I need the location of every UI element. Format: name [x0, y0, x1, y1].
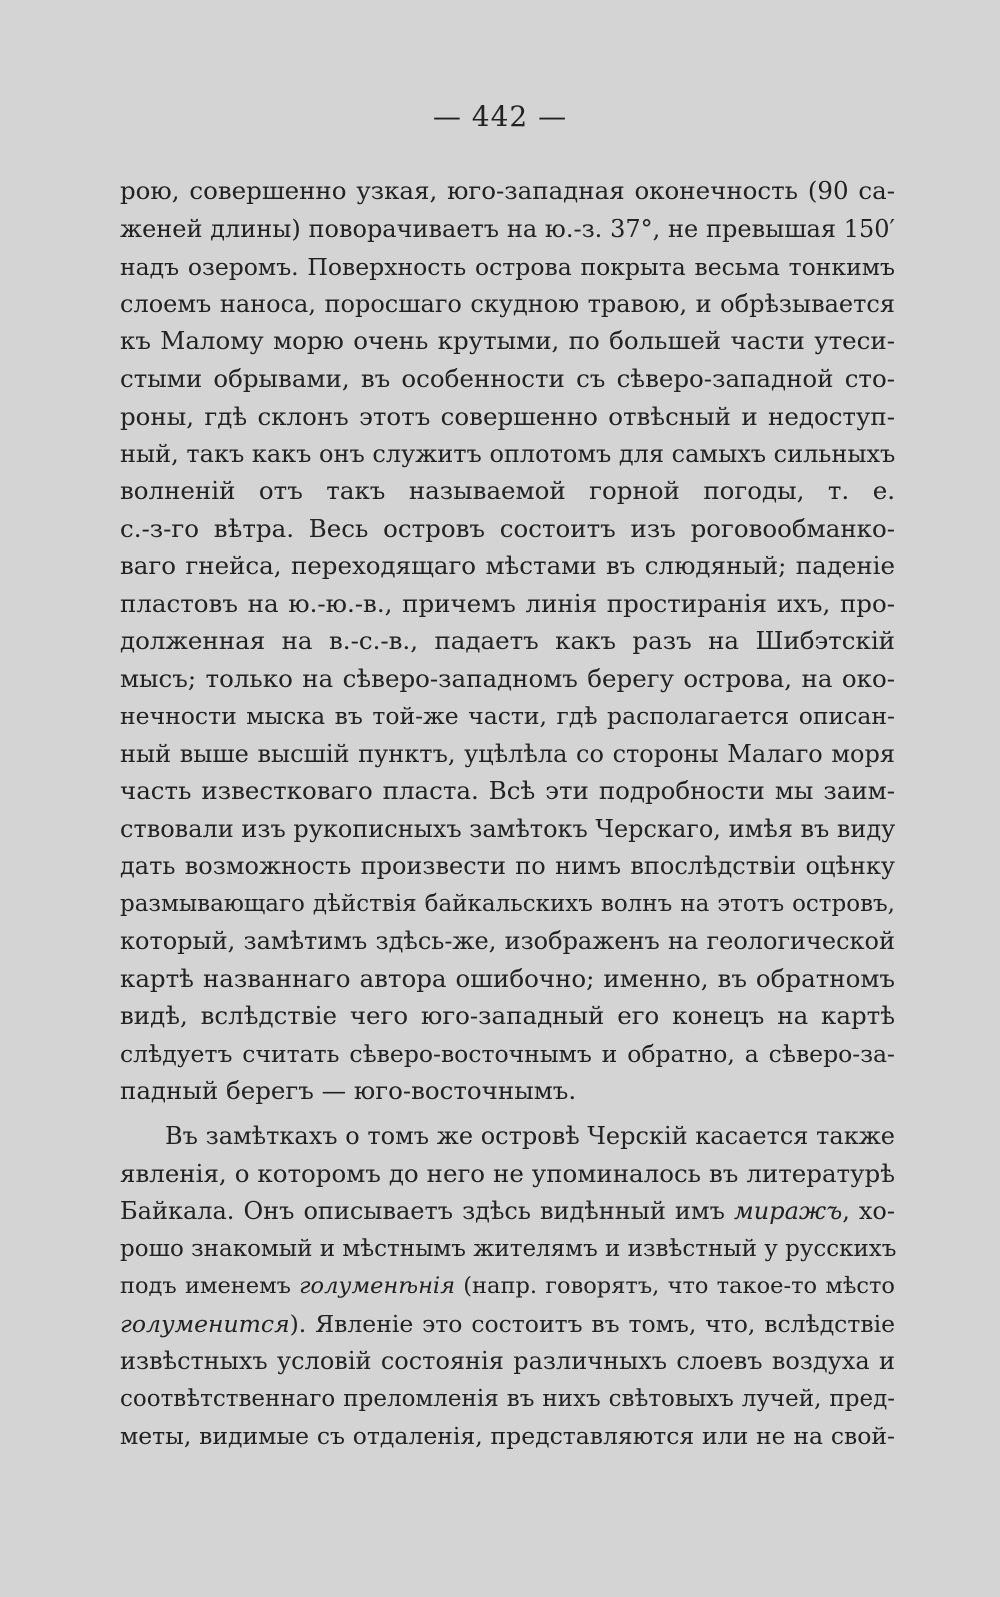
text-line: подъ именемъ голуменѣнія (напр. говорятъ, что такое-то мѣсто [120, 1273, 895, 1299]
text-line: къ Малому морю очень крутыми, по большей части утеси- [120, 326, 895, 355]
text-line: стыми обрывами, въ особенности съ сѣверо-западной сто- [120, 364, 895, 393]
text-line: волненій отъ такъ называемой горной погоды, т. е. [120, 476, 895, 505]
text-line: роны, гдѣ склонъ этотъ совершенно отвѣсный и недоступ- [120, 402, 895, 431]
text-line: женей длины) поворачиваетъ на ю.-з. 37°, не превышая 150′ [120, 215, 895, 243]
text-line: рошо знакомый и мѣстнымъ жителямъ и извѣстный у русскихъ [120, 1236, 897, 1262]
text-line: надъ озеромъ. Поверхность острова покрыта весьма тонкимъ [120, 253, 895, 281]
text-line: Въ замѣткахъ о томъ же островѣ Черскій касается также [165, 1122, 895, 1150]
text-line: меты, видимые съ отдаленія, представляются или не на свой- [120, 1422, 895, 1450]
text-line: соотвѣтственнаго преломленія въ нихъ свѣтовыхъ лучей, пред- [120, 1386, 895, 1412]
text-line: долженная на в.-с.-в., падаетъ какъ разъ на Шибэтскій [120, 626, 895, 655]
text-line: явленія, о которомъ до него не упоминалось въ литературѣ [120, 1159, 895, 1188]
text-line: слоемъ наноса, поросшаго скудною травою, и обрѣзывается [120, 290, 895, 318]
text-line: ный, такъ какъ онъ служитъ оплотомъ для самыхъ сильныхъ [120, 440, 896, 468]
page-number: — 442 — [432, 100, 568, 133]
text-line: ствовали изъ рукописныхъ замѣтокъ Черскаго, имѣя въ виду [120, 815, 896, 843]
text-line: нечности мыска въ той-же части, гдѣ располагается описан- [120, 702, 895, 730]
text-line: видѣ, вслѣдствіе чего юго-западный его конецъ на картѣ [120, 1001, 895, 1030]
text-line: падный берегъ — юго-восточнымъ. [120, 1076, 577, 1105]
text-line: с.-з-го вѣтра. Весь островъ состоитъ изъ роговообманко- [120, 514, 895, 543]
italic-term: голуменится [120, 1310, 290, 1338]
text-line: картѣ названнаго автора ошибочно; именно, въ обратномъ [120, 964, 895, 993]
text-line: рою, совершенно узкая, юго-западная оконечность (90 са- [120, 176, 895, 205]
text-line: ваго гнейса, переходящаго мѣстами въ слюдяный; паденіе [120, 551, 895, 580]
text-line: Байкала. Онъ описываетъ здѣсь видѣнный имъ миражъ, хо- [120, 1197, 895, 1225]
text-line: мысъ; только на сѣверо-западномъ берегу острова, на око- [120, 664, 895, 693]
text-line: извѣстныхъ условій состоянія различныхъ слоевъ воздуха и [120, 1347, 895, 1375]
text-line: голуменится). Явленіе это состоитъ въ томъ, что, вслѣдствіе [120, 1310, 895, 1338]
text-line: который, замѣтимъ здѣсь-же, изображенъ на геологической [120, 927, 895, 955]
text-line: слѣдуетъ считать сѣверо-восточнымъ и обратно, а сѣверо-за- [120, 1040, 895, 1068]
text-line: дать возможность произвести по нимъ впослѣдствіи оцѣнку [120, 852, 895, 880]
text-line: часть известковаго пласта. Всѣ эти подробности мы заим- [120, 776, 895, 805]
italic-term: голуменѣнія [299, 1273, 456, 1299]
italic-term: миражъ [733, 1197, 843, 1225]
text-line: размывающаго дѣйствія байкальскихъ волнъ на этотъ островъ, [120, 891, 895, 917]
text-line: ный выше высшій пунктъ, уцѣлѣла со стороны Малаго моря [120, 740, 895, 768]
text-line: пластовъ на ю.-ю.-в., причемъ линія простиранія ихъ, про- [120, 589, 895, 618]
